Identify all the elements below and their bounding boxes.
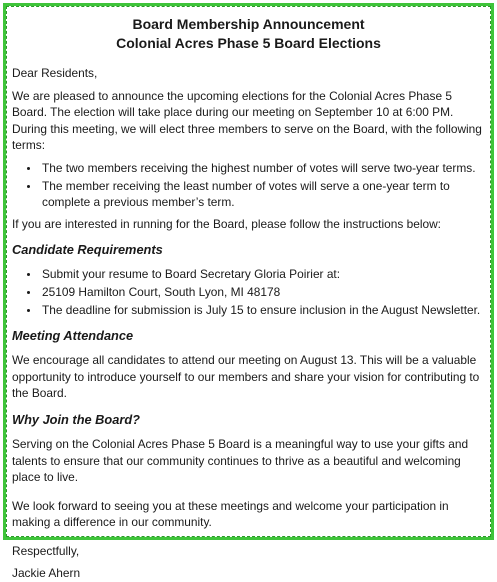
document-body — [6, 6, 491, 582]
list-item: • The member receiving the least number of votes will serve a one-year term to complete a previous member’s term. — [40, 178, 485, 211]
meeting-attendance-paragraph: We encourage all candidates to attend our meeting on August 13. This will be a valuable opportunity to introduce yourself to our members and share your vision for contributing to the Board. — [12, 353, 480, 401]
title-line-1: Board Membership Announcement — [132, 16, 365, 32]
signoff: Respectfully, — [12, 543, 80, 558]
title-line-2: Colonial Acres Phase 5 Board Elections — [116, 35, 381, 51]
document-frame — [3, 3, 494, 581]
signature-name: Jackie Ahern — [12, 566, 81, 581]
why-join-heading: Why Join the Board? — [12, 411, 140, 427]
list-item: • The two members receiving the highest number of votes will serve two-year terms. — [40, 160, 485, 177]
list-item: • 25109 Hamilton Court, South Lyon, MI 48178 — [40, 284, 485, 301]
list-item: • Submit your resume to Board Secretary Gloria Poirier at: — [40, 266, 485, 283]
instructions-paragraph: If you are interested in running for the Board, please follow the instructions below: — [12, 216, 441, 231]
closing-paragraph: We look forward to seeing you at these meetings and welcome your participation in making a difference in our community. — [12, 498, 449, 530]
intro-paragraph: We are pleased to announce the upcoming elections for the Colonial Acres Phase 5 Board. The election will take place during our meeting on September 10 at 6:00 PM. During this meeting, we will elect three members to serve on the Board, with the following terms: — [12, 88, 482, 153]
candidate-requirements-list — [12, 266, 485, 318]
candidate-requirements-heading: Candidate Requirements — [12, 242, 163, 258]
meeting-attendance-heading: Meeting Attendance — [12, 328, 134, 344]
why-join-paragraph: Serving on the Colonial Acres Phase 5 Board is a meaningful way to use your gifts and talents to ensure that our community continues to thrive as a beautiful and welcoming place to live. — [12, 436, 469, 485]
terms-list — [12, 160, 485, 211]
greeting: Dear Residents, — [12, 66, 98, 80]
list-item: • The deadline for submission is July 15 to ensure inclusion in the August Newsletter. — [40, 302, 485, 319]
